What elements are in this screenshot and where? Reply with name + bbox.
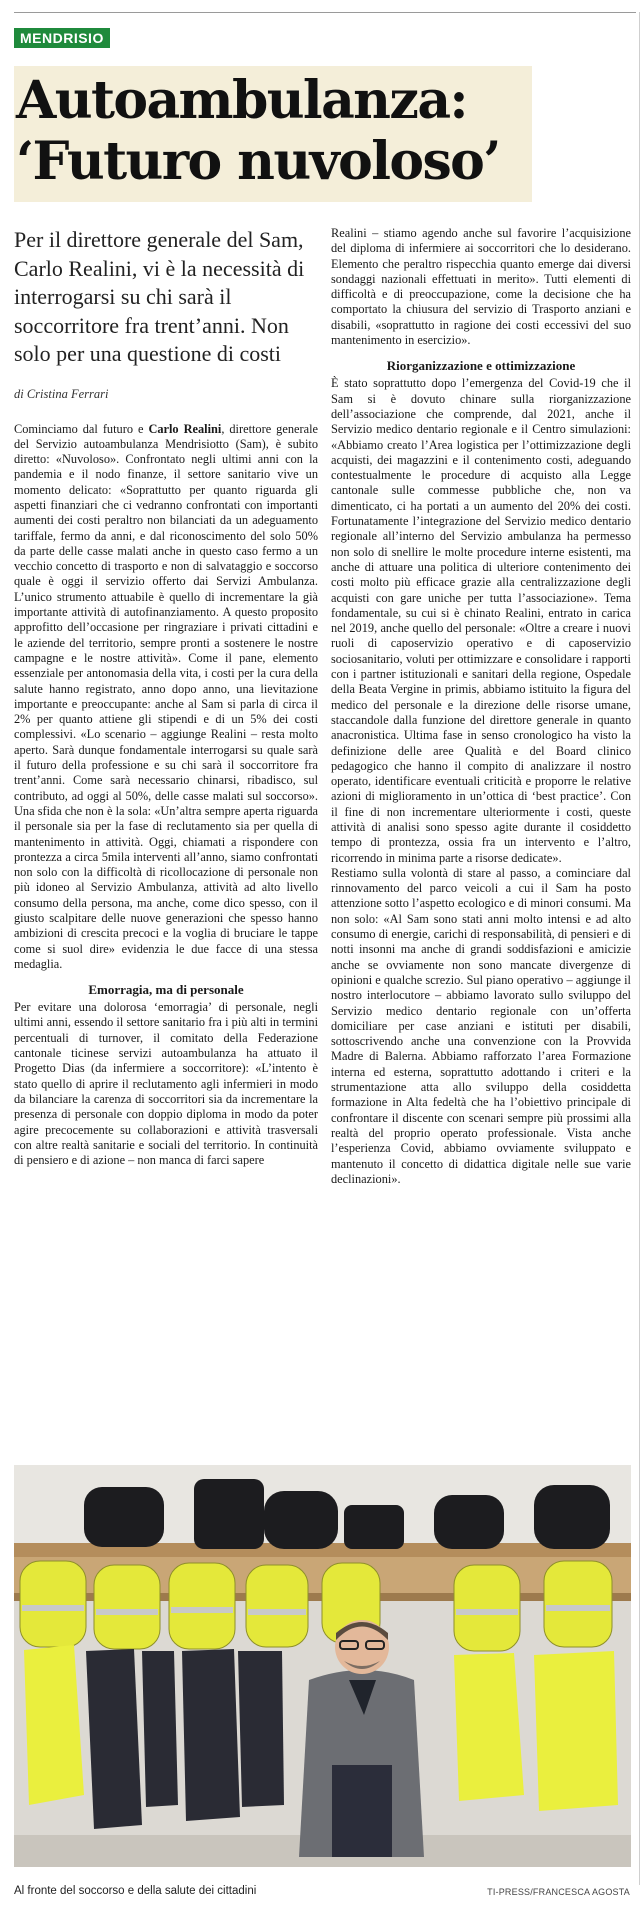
- interviewee-name: Carlo Realini: [148, 421, 222, 436]
- photo-illustration: [14, 1465, 631, 1867]
- headline-line-1: Autoambulanza:: [16, 70, 468, 131]
- paragraph: [14, 422, 318, 973]
- byline: di Cristina Ferrari: [14, 386, 109, 401]
- photo-caption: Al fronte del soccorso e della salute dei cittadini: [14, 1885, 257, 1897]
- headline-line-2: ‘Futuro nuvoloso’: [16, 131, 500, 192]
- left-body: [14, 422, 318, 1169]
- paragraph: Per evitare una dolorosa ‘emorragia’ di personale, negli ultimi anni, essendo il settore sanitario fra i più alti in termini percentuali di turnover, il comitato della Federazione cantonale ticinese servizi autoambulanza ha attuato il Progetto Dias (da infermiere a soccorritore): «L’intento è stato quello di aprire il reclutamento agli infermieri in modo da bilanciare la carenza di soccorritori sia da incrementare la presenza di personale con doppio diploma in modo da poter agire precocemente su collaborazioni e attività trasversali con altre realtà sanitarie e sociali del territorio. In continuità di pensiero e di azione – non manca di farci sapere: [14, 1000, 318, 1168]
- paragraph-intro: Cominciamo dal futuro e: [14, 421, 149, 436]
- paragraph-rest: , direttore generale del Servizio autoambulanza Mendrisiotto (Sam), è subito diretto: «Nuvoloso». Confrontato negli ultimi anni con la pandemia e il nodo finanze, il settore sanitario vive un momento delicato: «Soprattutto per quanto riguarda gli aspetti finanziari che ci vedranno confrontati con importanti aumenti dei costi peraltro non bilanciati da un adeguamento tariffale, fermo da anni, e dal riconoscimento del solo 50% da parte delle casse malati anche in questo caso fermo a un vecchio concetto di trasporto e non di salvataggio e soccorso quale è oggi il servizio offerto dai Servizi Ambulanza. L’unico strumento attuabile è quello di incrementare la già importante attività di autofinanziamento. A questo proposito approfitto dell’occasione per ringraziare i privati cittadini e le aziende del territorio, sempre pronti a sostenere le nostre campagne e le nostre attività». Come il pane, elemento essenziale per antonomasia della vita, i costi per la cura della salute hanno registrato, anno dopo anno, una lievitazione importante e preoccupante: anche al Sam si parla di circa il 2% per quanto attiene gli stipendi e di un 5% dei costi complessivi. «Lo scenario – aggiunge Realini – resta molto aperto. Sarà dunque fondamentale interrogarsi su quale sarà il futuro della professione e su chi sarà il soccorritore fra trent’anni. Come sarà necessario chinarsi, ribadisco, sul contributo, ad oggi al 50%, delle casse malati sul soccorso». Una sfida che non è la sola: «Un’altra sempre aperta riguarda il personale sia per la fase di reclutamento sia per quella di mantenimento in attività. Oggi, chiamati a rispondere con prontezza a circa 5mila interventi all’anno, siamo confrontati non solo con la difficoltà di ricollocazione di personale non più idoneo al Servizio Ambulanza, attività ad alto livello consumo della persona, ma anche, come dico spesso, con il giusto scalpitare delle nuove generazioni che spesso hanno ambizioni di crescita precoci e la voglia di bruciare le tappe come si suol dire» evidenzia le due facce di una stessa medaglia.: [14, 421, 318, 971]
- paragraph: Restiamo sulla volontà di stare al passo, a cominciare dal rinnovamento del parco veicoli a cui il Sam ha posto attenzione sotto l’aspetto ecologico e di minori consumi. Ma non solo: «Al Sam sono stati anni molto intensi e ad alto consumo di energie, carichi di responsabilità, di pensieri e di notti insonni ma anche di grandi soddisfazioni e amicizie anche se ovviamente non sono mancate divergenze di opinioni e qualche screzio. Sul piano operativo – aggiunge il nostro interlocutore – abbiamo lavorato sullo sviluppo del Servizio medico dentario regionale con un’offerta domiciliare per case anziani e istituti per disabili, sottoscrivendo anche una convenzione con la Provvida Madre di Balerna. Abbiamo rafforzato l’area Formazione interna ed esterna, soprattutto adottando i criteri e la strumentazione atta allo sviluppo della cosiddetta formazione in Alta fedeltà che ha l’obiettivo principale di confrontare il discente con scenari sempre più prossimi alla realtà del proprio operato professionale. Vista anche l’esperienza Covid, abbiamo ovviamente sviluppato e mantenuto il concetto di didattica digitale nelle sue varie declinazioni».: [331, 865, 631, 1186]
- side-rule: [639, 12, 640, 1885]
- subhead: Emorragia, ma di personale: [88, 982, 244, 998]
- paragraph: Realini – stiamo agendo anche sul favorire l’acquisizione del diploma di infermiere ai soccorritori che lo desiderano. Elemento che peraltro rispecchia quanto emerge dai diversi sondaggi nazionali effettuati in merito». Tutti elementi di difficoltà e di preoccupazione, come la decisione che ha comportato la chiusura del servizio di Trasporto anziani e disabili, «soprattutto in ragione dei costi eccessivi del suo mantenimento in esercizio».: [331, 226, 631, 348]
- photo-credit: TI-PRESS/FRANCESCA AGOSTA: [487, 1887, 630, 1897]
- section-tag: MENDRISIO: [14, 28, 110, 48]
- subhead: Riorganizzazione e ottimizzazione: [386, 358, 576, 374]
- lead-paragraph: Per il direttore generale del Sam, Carlo Realini, vi è la necessità di interrogarsi su chi sarà il soccorritore fra trent’anni. Non solo per una questione di costi: [14, 227, 305, 366]
- article-photo: [14, 1465, 631, 1867]
- top-rule: [14, 12, 636, 13]
- right-body: [331, 226, 631, 1187]
- headline: [16, 70, 500, 192]
- right-column: [331, 226, 631, 1187]
- paragraph: È stato soprattutto dopo l’emergenza del Covid-19 che il Sam si è dovuto chinare sulla riorganizzazione dell’associazione che comprende, dal 2021, anche il Servizio medico dentario regionale e il Centro simulazioni: «Abbiamo creato l’Area logistica per l’ottimizzazione degli acquisti, dei magazzini e il contenimento costi, adeguando contestualmente le procedure di acquisto alla Legge cantonale sulle commesse pubbliche che, non va dimenticato, ci ha portati a un aumento del 20% dei costi. Fortunatamente l’integrazione del Servizio medico dentario regionale all’interno del Servizio ambulanza ha permesso non solo di snellire le molte procedure interne esistenti, ma anche di attuare una politica di ulteriore contenimento dei costi molto più efficace grazie alla centralizzazione degli acquisti con gare uniche per tutta l’associazione». Tema fondamentale, su cui si è chinato Realini, entrato in carica nel 2019, anche quello del personale: «Oltre a creare i nuovi ruoli di caposervizio operativo e di caposervizio sociosanitario, voluti per ottimizzare e consolidare i rapporti con i partner istituzionali e sanitari della regione, Ospedale della Beata Vergine in primis, abbiamo istituito la figura del medico del personale e la direzione delle risorse umane, staccandole dalla funzione del direttore generale in quanto anacronistica. Ultima fase in senso cronologico ha visto la definizione delle aree Qualità e del Board clinico pedagogico che hanno il compito di analizzare il nostro operato, identificare eventuali criticità e proporre le relative azioni di miglioramento in un’ottica di ‘best practice’. Con il fine di non incrementare ulteriormente i costi, queste attività di analisi sono spesso agite durante il cosiddetto tempo di prontezza, ossia fra un intervento e l’altro, ricorrendo in minima parte a risorse dedicate».: [331, 376, 631, 865]
- left-column: [14, 226, 318, 1168]
